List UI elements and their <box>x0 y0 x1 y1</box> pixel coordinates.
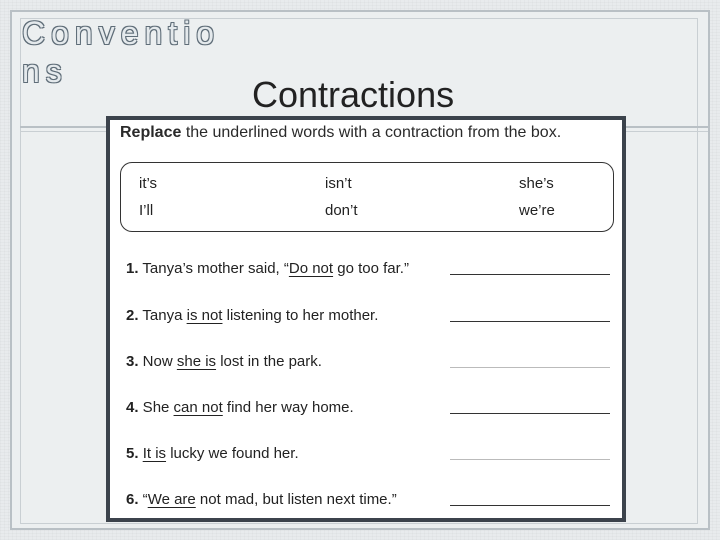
answer-line <box>450 367 610 368</box>
question-text-before: Now <box>138 353 177 370</box>
question-text-after: lucky we found her. <box>166 445 299 462</box>
word-box-item: we’re <box>519 202 555 219</box>
question-text-after: lost in the park. <box>216 353 322 370</box>
question-text-before: “ <box>138 491 148 508</box>
worksheet-image <box>106 116 626 522</box>
question-text-before: She <box>138 399 174 416</box>
question-text-after: listening to her mother. <box>222 307 379 324</box>
question-text-after: not mad, but listen next time.” <box>195 491 397 508</box>
answer-line <box>450 505 610 506</box>
question-number: 6. <box>126 491 139 508</box>
instruction-rest: the underlined words with a contraction from the box. <box>181 124 562 141</box>
question-item <box>126 491 397 508</box>
word-box-item: it’s <box>139 175 158 192</box>
word-box-item: don’t <box>325 202 358 219</box>
question-item <box>126 307 378 324</box>
worksheet-instruction <box>120 124 561 142</box>
slide-title: Contractions <box>252 74 455 115</box>
question-item <box>126 399 354 416</box>
question-item <box>126 353 322 370</box>
answer-line <box>450 274 610 275</box>
question-number: 1. <box>126 260 139 277</box>
underlined-words: is not <box>186 307 223 324</box>
question-text-after: find her way home. <box>222 399 354 416</box>
underlined-words: she is <box>176 353 217 370</box>
word-box-item: I’ll <box>139 202 154 219</box>
question-number: 3. <box>126 353 139 370</box>
instruction-bold: Replace <box>120 124 182 141</box>
question-number: 5. <box>126 445 139 462</box>
section-label: Conventions <box>22 15 221 89</box>
question-text-before: Tanya <box>138 307 187 324</box>
question-number: 4. <box>126 399 139 416</box>
underlined-words: can not <box>173 399 223 416</box>
question-text-before: Tanya’s mother said, “ <box>138 260 289 277</box>
answer-line <box>450 413 610 414</box>
word-box-item: isn’t <box>325 175 352 192</box>
question-item <box>126 260 409 277</box>
question-item <box>126 445 299 462</box>
underlined-words: Do not <box>288 260 334 277</box>
question-number: 2. <box>126 307 139 324</box>
word-box <box>120 162 614 232</box>
question-text-after: go too far.” <box>333 260 409 277</box>
underlined-words: It is <box>142 445 167 462</box>
answer-line <box>450 321 610 322</box>
word-box-item: she’s <box>519 175 554 192</box>
answer-line <box>450 459 610 460</box>
underlined-words: We are <box>147 491 196 508</box>
